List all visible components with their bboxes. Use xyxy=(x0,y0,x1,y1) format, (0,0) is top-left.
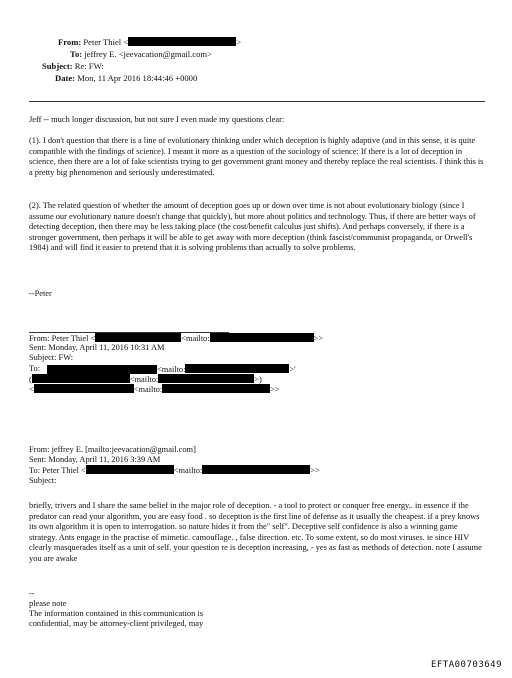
redaction-block xyxy=(202,465,310,474)
redaction-block xyxy=(34,384,134,393)
redaction-block xyxy=(158,374,254,383)
from-end: > xyxy=(236,37,242,47)
paragraph-2: (2). The related question of whether the amount of deception goes up or down over time is not about evolutionary biology (since I assume our evolutionary nature doesn't change that quickly), but more about politics and technology. Thus, if there are better ways of detecting deception, then there may be less taking place (the cost/benefit calculus just shifts). And perhaps conversely, if there is a stronger government, then perhaps it will be able to get away with more deception (think fascist/communist propaganda, or Orwell's 1984) and will find it easier to pretend that it is solving problems than actually to solve problems. xyxy=(29,201,476,253)
fwd2-mailto: <mailto: xyxy=(173,466,203,475)
fwd2-to-line xyxy=(29,465,320,476)
from-value: Peter Thiel < xyxy=(83,37,129,47)
subject-label: Subject: xyxy=(42,61,73,71)
signoff: --Peter xyxy=(29,289,52,298)
subject-value: Re: FW: xyxy=(74,61,104,71)
fwd1-to-line xyxy=(29,364,40,374)
redaction-block xyxy=(162,384,270,393)
to-value: jeffrey E. <jeevacation@gmail.com> xyxy=(84,49,212,59)
redaction-block xyxy=(128,37,236,46)
note-line-3: confidential, may be attorney-client privileged, may xyxy=(29,619,204,628)
fwd1-close-to: >' xyxy=(289,365,296,374)
date-label: Date: xyxy=(55,73,76,83)
paragraph-3: briefly, trivers and I share the same belief in the major role of deception. - a tool to protect or conquer free energy.. in essence if the predator can read your algorithm, you are easy food . so deception is the first line of defense as it usually the cheapest. if a prey knows its own algorithm it is open to interrogation. so nature hides it from the" self". Deceptive self confidence is also a winning game strategy. Ants engage in the practise of mimetic. camouflage. , false direction. etc. To some extent, so do most viruses. ie since HIV clearly masquerades itself as a unit of self. your question re is deception increasing, - yes as fast as methods of detection. note I assume you are awake xyxy=(29,501,482,563)
redaction-block xyxy=(210,333,314,342)
greeting-text: Jeff -- much longer discussion, but not sure I even made my questions clear: xyxy=(29,115,285,124)
header-to-line xyxy=(70,49,212,60)
redaction-block xyxy=(86,465,174,474)
to-label: To: xyxy=(70,49,83,59)
fwd1-mailto2: <mailto: xyxy=(129,375,159,384)
fwd2-close: >> xyxy=(310,466,320,475)
date-value: Mon, 11 Apr 2016 18:44:46 +0000 xyxy=(77,73,198,83)
fwd2-subject: Subject: xyxy=(29,476,57,485)
fwd1-to: To: xyxy=(29,364,41,373)
fwd1-open3: < xyxy=(29,385,34,394)
fwd1-open2: ( xyxy=(29,375,32,384)
fwd1-from: From: Peter Thiel < xyxy=(29,334,96,343)
redaction-block xyxy=(95,333,181,342)
fwd1-close3: >> xyxy=(270,385,280,394)
header-divider xyxy=(29,101,485,102)
document-id: EFTA00703649 xyxy=(430,660,502,670)
fwd1-close: >> xyxy=(313,334,324,343)
note-line-1: please note xyxy=(29,599,67,608)
header-subject-line xyxy=(42,61,104,72)
fwd2-from: From: jeffrey E. [mailto:jeevacation@gmail.com] xyxy=(29,445,196,454)
redaction-block xyxy=(185,364,289,373)
fwd1-subject: Subject: FW: xyxy=(29,353,74,362)
fwd2-to: To: Peter Thiel < xyxy=(29,466,86,475)
fwd1-mailto-to: <mailto: xyxy=(157,365,186,374)
header-date-line xyxy=(55,73,197,84)
redaction-block xyxy=(47,365,157,374)
dashes: -- xyxy=(29,589,35,598)
fwd1-mailto3: <mailto: xyxy=(133,385,163,394)
redaction-block xyxy=(32,374,130,383)
fwd1-sent: Sent: Monday, April 11, 2016 10:31 AM xyxy=(29,343,165,352)
paragraph-1: (1). I don't question that there is a line of evolutionary thinking under which deception is highly adaptive (and in this sense, it is quite compatible with the findings of science). I meant it more as a question of the sociology of science: If there is a lot of deception in science, then there are a lot of fake scientists trying to get government grant money and thereby replace the real scientists. I think this is a pretty big phenomenon and seriously underestimated. xyxy=(29,136,484,177)
fwd1-mailto: <mailto: xyxy=(181,334,210,343)
fwd1-close2: >) xyxy=(254,375,262,384)
fwd2-sent: Sent: Monday, April 11, 2016 3:39 AM xyxy=(29,455,161,464)
note-line-2: The information contained in this communication is xyxy=(29,609,203,618)
fwd1-cc-line-3 xyxy=(29,384,280,395)
from-label: From: xyxy=(58,37,82,47)
header-from-line xyxy=(58,37,241,48)
